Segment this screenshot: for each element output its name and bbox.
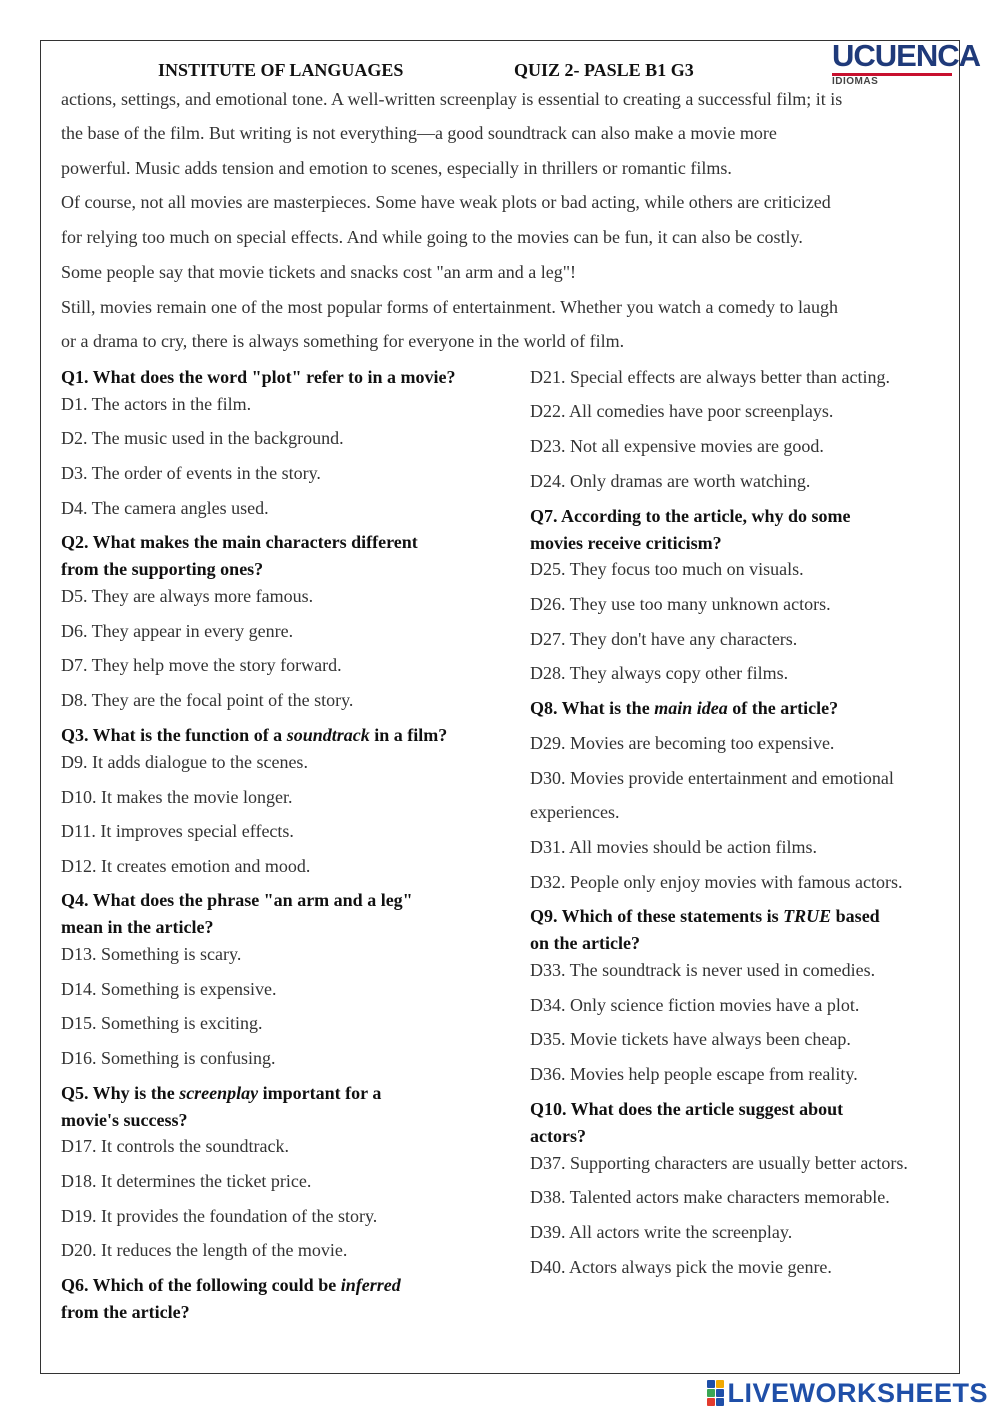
answer-option-d1[interactable]: D1. The actors in the film. (61, 394, 252, 414)
liveworksheets-icon (707, 1380, 724, 1406)
answer-option-d26[interactable]: D26. They use too many unknown actors. (530, 594, 831, 614)
question-3: Q3. What is the function of a soundtrack in a film? (61, 725, 448, 745)
question-10: Q10. What does the article suggest about actors? (530, 1099, 844, 1146)
article-line: Some people say that movie tickets and snacks cost "an arm and a leg"! (61, 262, 577, 282)
question-7: Q7. According to the article, why do some movies receive criticism? (530, 506, 851, 553)
answer-option-d23[interactable]: D23. Not all expensive movies are good. (530, 436, 824, 456)
answer-option-d6[interactable]: D6. They appear in every genre. (61, 621, 294, 641)
quiz-title: QUIZ 2- PASLE B1 G3 (514, 60, 694, 80)
answer-option-d33[interactable]: D33. The soundtrack is never used in comedies. (530, 960, 876, 980)
question-6: Q6. Which of the following could be inferred from the article? (61, 1275, 401, 1322)
liveworksheets-logo[interactable] (707, 1378, 988, 1408)
article-line: Of course, not all movies are masterpieces. Some have weak plots or bad acting, while others are criticized (61, 192, 831, 212)
answer-option-d27[interactable]: D27. They don't have any characters. (530, 629, 798, 649)
answer-option-d17[interactable]: D17. It controls the soundtrack. (61, 1136, 289, 1156)
article-line: or a drama to cry, there is always something for everyone in the world of film. (61, 331, 625, 351)
answer-option-d35[interactable]: D35. Movie tickets have always been cheap. (530, 1029, 851, 1049)
logo-wordmark: UCUENCA (832, 38, 980, 73)
answer-option-d28[interactable]: D28. They always copy other films. (530, 663, 789, 683)
logo-subtitle: IDIOMAS (832, 76, 879, 87)
answer-option-d7[interactable]: D7. They help move the story forward. (61, 655, 342, 675)
question-8: Q8. What is the main idea of the article? (530, 698, 839, 718)
answer-option-d11[interactable]: D11. It improves special effects. (61, 821, 294, 841)
answer-option-d30[interactable]: D30. Movies provide entertainment and emotional (530, 768, 894, 788)
answer-option-d19[interactable]: D19. It provides the foundation of the story. (61, 1206, 378, 1226)
answer-option-d16[interactable]: D16. Something is confusing. (61, 1048, 276, 1068)
article-line: the base of the film. But writing is not everything—a good soundtrack can also make a movie more (61, 123, 777, 143)
answer-option-d34[interactable]: D34. Only science fiction movies have a plot. (530, 995, 860, 1015)
answer-option-d39[interactable]: D39. All actors write the screenplay. (530, 1222, 793, 1242)
answer-option-d12[interactable]: D12. It creates emotion and mood. (61, 856, 311, 876)
answer-option-d32[interactable]: D32. People only enjoy movies with famous actors. (530, 872, 903, 892)
answer-option-d14[interactable]: D14. Something is expensive. (61, 979, 277, 999)
answer-option-d21[interactable]: D21. Special effects are always better than acting. (530, 367, 891, 387)
article-line: for relying too much on special effects. And while going to the movies can be fun, it can also be costly. (61, 227, 803, 247)
answer-option-d37[interactable]: D37. Supporting characters are usually better actors. (530, 1153, 908, 1173)
answer-option-d9[interactable]: D9. It adds dialogue to the scenes. (61, 752, 308, 772)
article-line: actions, settings, and emotional tone. A well-written screenplay is essential to creating a successful film; it is (61, 89, 843, 109)
article-line: powerful. Music adds tension and emotion to scenes, especially in thrillers or romantic films. (61, 158, 732, 178)
answer-option-d25[interactable]: D25. They focus too much on visuals. (530, 559, 804, 579)
answer-option-d10[interactable]: D10. It makes the movie longer. (61, 787, 293, 807)
ucuenca-logo (832, 38, 980, 87)
article-line: Still, movies remain one of the most popular forms of entertainment. Whether you watch a comedy to laugh (61, 297, 838, 317)
answer-option-d40[interactable]: D40. Actors always pick the movie genre. (530, 1257, 832, 1277)
liveworksheets-wordmark: LIVEWORKSHEETS (727, 1377, 988, 1408)
answer-option-d24[interactable]: D24. Only dramas are worth watching. (530, 471, 811, 491)
answer-option-d15[interactable]: D15. Something is exciting. (61, 1013, 263, 1033)
answer-option-d22[interactable]: D22. All comedies have poor screenplays. (530, 401, 834, 421)
question-1: Q1. What does the word "plot" refer to in a movie? (61, 367, 456, 387)
answer-option-d38[interactable]: D38. Talented actors make characters memorable. (530, 1187, 890, 1207)
answer-option-d18[interactable]: D18. It determines the ticket price. (61, 1171, 312, 1191)
question-2: Q2. What makes the main characters different from the supporting ones? (61, 532, 418, 579)
answer-option-d31[interactable]: D31. All movies should be action films. (530, 837, 817, 857)
answer-option-d29[interactable]: D29. Movies are becoming too expensive. (530, 733, 835, 753)
answer-option-d8[interactable]: D8. They are the focal point of the story. (61, 690, 354, 710)
answer-option-d20[interactable]: D20. It reduces the length of the movie. (61, 1240, 348, 1260)
question-5: Q5. Why is the screenplay important for a movie's success? (61, 1083, 382, 1130)
answer-option-d3[interactable]: D3. The order of events in the story. (61, 463, 321, 483)
question-4: Q4. What does the phrase "an arm and a leg" mean in the article? (61, 890, 413, 937)
answer-option-d2[interactable]: D2. The music used in the background. (61, 428, 344, 448)
answer-option-d4[interactable]: D4. The camera angles used. (61, 498, 269, 518)
question-9: Q9. Which of these statements is TRUE based on the article? (530, 906, 880, 953)
answer-option-d30-cont[interactable]: experiences. (530, 802, 620, 822)
answer-option-d13[interactable]: D13. Something is scary. (61, 944, 242, 964)
answer-option-d36[interactable]: D36. Movies help people escape from reality. (530, 1064, 858, 1084)
institute-title: INSTITUTE OF LANGUAGES (158, 60, 404, 80)
answer-option-d5[interactable]: D5. They are always more famous. (61, 586, 314, 606)
